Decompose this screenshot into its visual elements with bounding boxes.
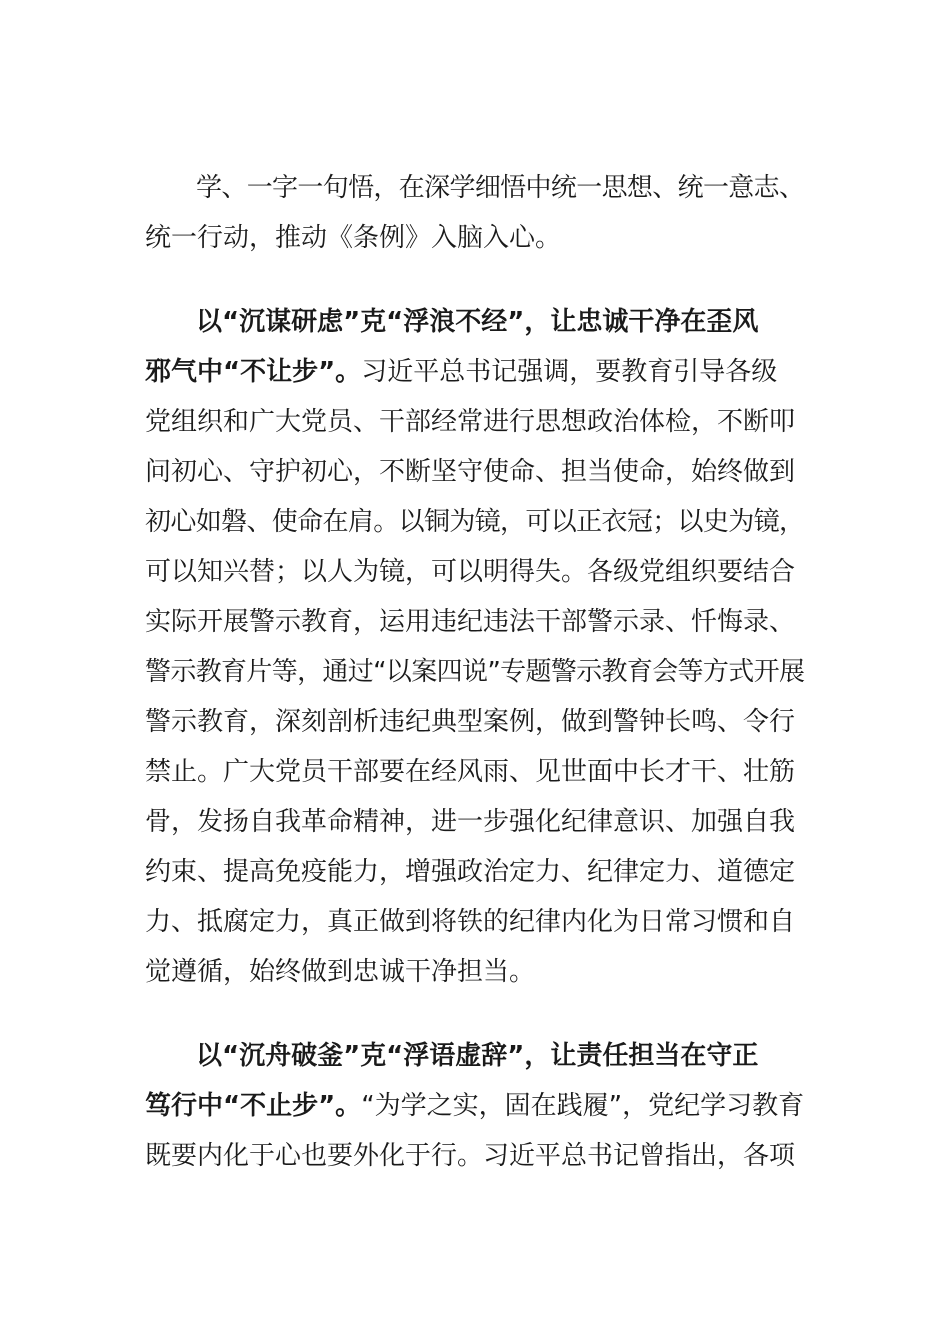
paragraph-line: 骨，发扬自我革命精神，进一步强化纪律意识、加强自我	[145, 807, 796, 837]
section-heading-end: 笃行中“不止步”。	[145, 1091, 362, 1121]
section-heading: 以“沉谋研虑”克“浮浪不经”，让忠诚干净在歪风	[196, 307, 759, 337]
paragraph-line: 既要内化于心也要外化于行。习近平总书记曾指出，各项	[145, 1141, 796, 1171]
paragraph-text: 习近平总书记强调，要教育引导各级	[361, 357, 778, 387]
section-heading-end: 邪气中“不让步”。	[145, 357, 362, 387]
paragraph-line: 警示教育，深刻剖析违纪典型案例，做到警钟长鸣、令行	[145, 707, 796, 737]
paragraph-line: 约束、提高免疫能力，增强政治定力、纪律定力、道德定	[145, 857, 796, 887]
paragraph-line: 警示教育片等，通过“以案四说”专题警示教育会等方式开展	[145, 657, 805, 687]
paragraph-line	[145, 1091, 804, 1121]
paragraph-line: 党组织和广大党员、干部经常进行思想政治体检，不断叩	[145, 407, 796, 437]
paragraph-line	[145, 357, 777, 387]
paragraph-line: 觉遵循，始终做到忠诚干净担当。	[145, 957, 536, 987]
paragraph-text: “为学之实，固在践履”，党纪学习教育	[361, 1091, 805, 1121]
paragraph-line: 实际开展警示教育，运用违纪违法干部警示录、忏悔录、	[145, 607, 796, 637]
paragraph-line: 禁止。广大党员干部要在经风雨、见世面中长才干、壮筋	[145, 757, 796, 787]
paragraph-line: 问初心、守护初心，不断坚守使命、担当使命，始终做到	[145, 457, 796, 487]
paragraph-line: 力、抵腐定力，真正做到将铁的纪律内化为日常习惯和自	[145, 907, 796, 937]
paragraph-line: 初心如磐、使命在肩。以铜为镜，可以正衣冠；以史为镜，	[145, 507, 805, 537]
paragraph-line: 学、一字一句悟，在深学细悟中统一思想、统一意志、	[196, 173, 805, 203]
paragraph-line: 可以知兴替；以人为镜，可以明得失。各级党组织要结合	[145, 557, 796, 587]
section-heading: 以“沉舟破釜”克“浮语虚辞”，让责任担当在守正	[196, 1041, 759, 1071]
paragraph-line: 统一行动，推动《条例》入脑入心。	[145, 223, 562, 253]
